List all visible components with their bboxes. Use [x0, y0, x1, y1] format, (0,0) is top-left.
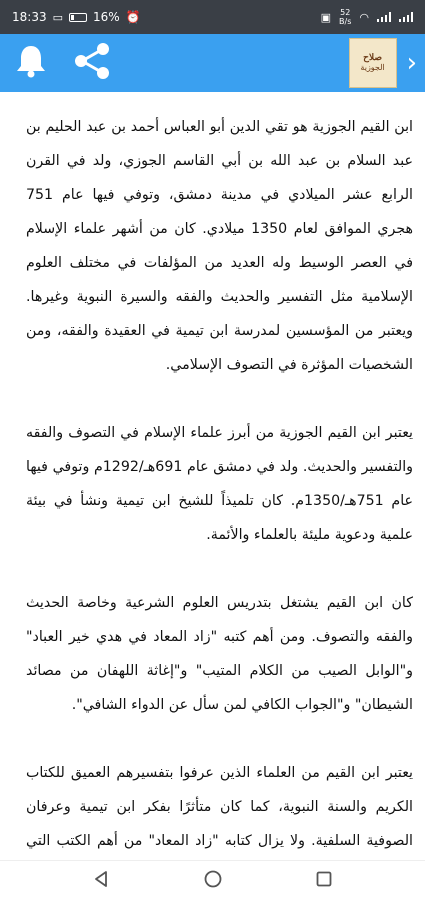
battery-icon	[69, 13, 87, 22]
article-paragraph: كان ابن القيم يشتغل بتدريس العلوم الشرعية وخاصة الحديث والفقه والتصوف. ومن أهم كتبه "زاد المعاد في هدي خير العباد" و"الوابل الصيب من الكلام المتيب" و"إغاثة اللهفان من مصائد الشيطان" و"الجواب الكافي لمن سأل عن الدواء الشافي".	[26, 595, 413, 713]
signal-icon	[377, 12, 391, 22]
status-time: 18:33	[12, 10, 47, 24]
chevron-right-icon[interactable]: ›	[406, 48, 417, 78]
article-paragraph: ابن القيم الجوزية هو تقي الدين أبو العباس أحمد بن عبد الحليم بن عبد السلام بن عبد الله بن أبي القاسم الجوزي، ولد في القرن الرابع عشر الميلادي في مدينة دمشق، وتوفي فيها عام 751 هجري الموافق لعام 1350 ميلادي. كان من أشهر علماء الإسلام في العصر الوسيط وله العديد من المؤلفات في مختلف العلوم الإسلامية مثل التفسير والحديث والفقه والسيرة النبوية وغيرها. ويعتبر من المؤسسين لمدرسة ابن تيمية في العقيدة والفقه، ومن الشخصيات المؤثرة في التصوف الإسلامي.	[26, 119, 413, 373]
app-bar	[0, 34, 425, 92]
article-paragraph: يعتبر ابن القيم من العلماء الذين عرفوا بتفسيرهم العميق للكتاب الكريم والسنة النبوية، كما كان متأثرًا بفكر ابن تيمية وعرفان الصوفية السلفية. ولا يزال كتابه "زاد المعاد" من أهم الكتب التي	[26, 765, 413, 849]
cast-icon: ▣	[320, 10, 332, 24]
share-icon[interactable]	[72, 42, 112, 84]
alarm-icon: ⏰	[125, 10, 141, 24]
signal-icon-2	[399, 12, 413, 22]
article-content[interactable]	[0, 92, 425, 860]
article-paragraph: يعتبر ابن القيم الجوزية من أبرز علماء الإسلام في التصوف والفقه والتفسير والحديث. ولد في دمشق عام 691هـ/1292م وتوفي فيها عام 751هـ/1350م. كان تلميذاً للشيخ ابن تيمية ونشأ في بيئة علمية ودعوية مليئة بالعلماء والأئمة.	[26, 425, 413, 543]
network-speed-unit: B/s	[339, 17, 352, 26]
wifi-icon: ◠	[359, 10, 369, 24]
network-speed-value: 52	[340, 8, 351, 17]
book-cover-subtitle: الجوزية	[360, 63, 385, 72]
bell-icon[interactable]	[14, 43, 48, 83]
message-icon: ▭	[52, 10, 63, 24]
home-circle-icon[interactable]	[203, 869, 223, 893]
book-cover-title: صلاح	[363, 53, 382, 63]
battery-percent: 16%	[93, 10, 120, 24]
book-cover-thumbnail[interactable]	[349, 38, 397, 88]
network-speed	[339, 8, 351, 26]
system-nav-bar	[0, 860, 425, 900]
status-bar	[0, 0, 425, 34]
recents-square-icon[interactable]	[314, 869, 334, 893]
back-triangle-icon[interactable]	[91, 869, 111, 893]
